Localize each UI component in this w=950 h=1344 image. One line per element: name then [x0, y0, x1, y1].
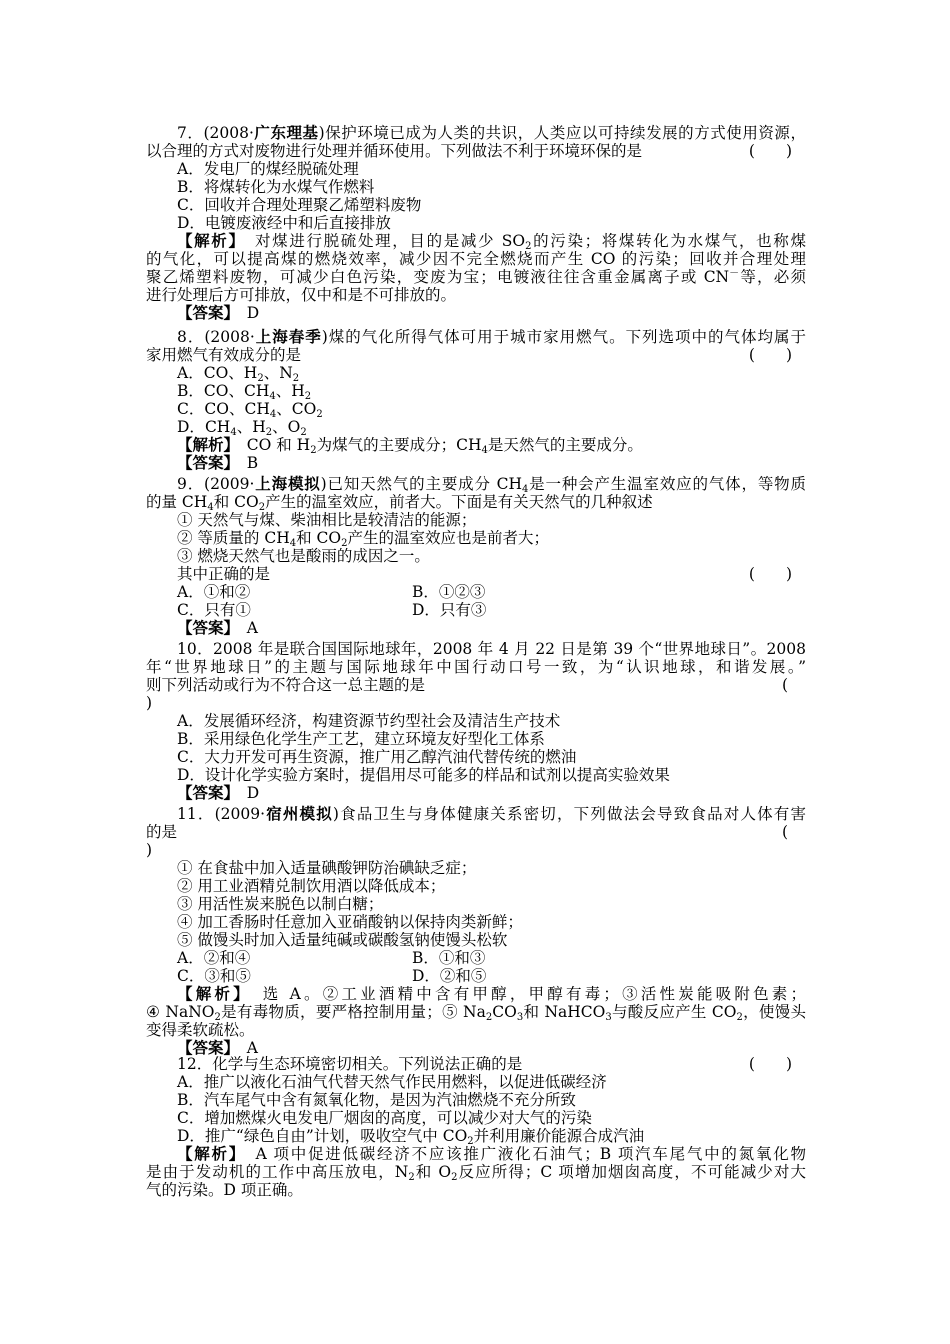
answer: 【答案】 A — [177, 1038, 258, 1057]
option-b: B．采用绿色化学生产工艺，建立环境友好型化工体系 — [177, 730, 545, 748]
statement-3: ③ 用活性炭来脱色以制白糖； — [177, 895, 384, 913]
question-stem-line: 则下列活动或行为不符合这一总主题的是 ( — [146, 676, 788, 694]
option-a: A．推广以液化石油气代替天然气作民用燃料，以促进低碳经济 — [177, 1073, 607, 1091]
answer-blank: ( ) — [748, 1055, 792, 1073]
explanation: 【解析】 对煤进行脱硫处理，目的是减少 $SO_2$的污染；将煤转化为水煤气，也称煤 — [177, 231, 806, 252]
question-stem-line: 以合理的方式对废物进行处理并循环使用。下列做法不利于环境环保的是 ( ) — [146, 142, 792, 160]
options-row — [146, 949, 806, 967]
answer-blank: ( ) — [748, 565, 792, 583]
answer-label: 【答案】 — [177, 1038, 232, 1057]
answer: 【答案】 D — [177, 303, 260, 322]
statement-4: ④ 加工香肠时任意加入亚硝酸钠以保持肉类新鲜； — [177, 913, 523, 931]
answer-label: 【答案】 — [177, 303, 232, 322]
answer-blank: ( ) — [748, 346, 792, 364]
explanation-line: ④ NaNO$_2$是有毒物质，要严格控制用量；⑤ $Na_2CO_3$和 NaHCO$_3$与酸反应产生 $CO_2$，使馒头 — [146, 1003, 806, 1023]
option-d: D．设计化学实验方案时，提倡用尽可能多的样品和试剂以提高实验效果 — [177, 766, 670, 784]
question-10 — [146, 640, 806, 802]
option-c: C．回收并合理处理聚乙烯塑料废物 — [177, 196, 422, 214]
option-d: D．只有③ — [412, 601, 487, 619]
answer: 【答案】 A — [177, 618, 258, 637]
explanation-label: 【解析】 — [177, 1144, 239, 1163]
option-a: A．发展循环经济，构建资源节约型社会及清洁生产技术 — [177, 712, 561, 730]
question-stem: 7．(2008·广东理基)保护环境已成为人类的共识，人类应以可持续发展的方式使用资源， — [177, 123, 806, 142]
explanation-line: 变得柔软疏松。 — [146, 1021, 255, 1039]
statement-1: ① 天然气与煤、柴油相比是较清洁的能源； — [177, 511, 477, 529]
explanation-line: 的气化，可以提高煤的燃烧效率，减少因不完全燃烧而产生 CO 的污染；回收并合理处理 — [146, 250, 806, 268]
question-stem: 8．(2008·上海春季)煤的气化所得气体可用于城市家用燃气。下列选项中的气体均属于 — [177, 327, 806, 346]
option-b: B．CO、$CH_4$、$H_2$ — [177, 382, 312, 402]
option-d: D．推广“绿色自由”计划，吸收空气中 $CO_2$并利用廉价能源合成汽油 — [177, 1127, 645, 1147]
question-9 — [146, 475, 806, 637]
option-a: A．发电厂的煤经脱硫处理 — [177, 160, 359, 178]
option-c: C．大力开发可再生资源，推广用乙醇汽油代替传统的燃油 — [177, 748, 577, 766]
answer-blank-close: ) — [146, 841, 153, 859]
statement-5: ⑤ 做馒头时加入适量纯碱或碳酸氢钠使馒头松软 — [177, 931, 508, 949]
answer: 【答案】 B — [177, 453, 259, 472]
question-stem: 10．2008 年是联合国国际地球年，2008 年 4 月 22 日是第 39 个“世界地球日”。2008 — [177, 640, 806, 658]
question-stem-line: 的量 $CH_4$和 $CO_2$产生的温室效应，前者大。下面是有关天然气的几种叙述 — [146, 493, 653, 513]
explanation-line: 进行处理后方可排放，仅中和是不可排放的。 — [146, 286, 457, 304]
option-b: B．汽车尾气中含有氮氧化物，是因为汽油燃烧不充分所致 — [177, 1091, 576, 1109]
explanation-line: 聚乙烯塑料废物，可减少白色污染，变废为宝；电镀液往往含重金属离子或 CN－等，必须 — [146, 268, 806, 286]
question-prompt: 其中正确的是 ( ) — [177, 565, 792, 583]
option-c: C．只有① — [177, 601, 251, 619]
statement-3: ③ 燃烧天然气也是酸雨的成因之一。 — [177, 547, 430, 565]
explanation-label: 【解析】 — [177, 231, 238, 250]
options-row — [146, 601, 806, 619]
answer-label: 【答案】 — [177, 453, 232, 472]
question-7 — [146, 124, 806, 322]
answer: 【答案】 D — [177, 783, 260, 802]
explanation-label: 【解析】 — [177, 435, 232, 454]
statement-2: ② 等质量的 $CH_4$和 $CO_2$产生的温室效应也是前者大； — [177, 529, 549, 549]
option-a: A．①和② — [177, 583, 251, 601]
option-b: B．将煤转化为水煤气作燃料 — [177, 178, 375, 196]
answer-blank: ( ) — [748, 142, 792, 160]
options-row — [146, 967, 806, 985]
explanation: 【解析】 A 项中促进低碳经济不应该推广液化石油气；B 项汽车尾气中的氮氧化物 — [177, 1144, 806, 1163]
option-a: A．②和④ — [177, 949, 251, 967]
question-stem: 12．化学与生态环境密切相关。下列说法正确的是 ( ) — [177, 1055, 792, 1073]
question-source: 上海春季 — [254, 327, 322, 346]
explanation: 【解析】 选 A。②工业酒精中含有甲醇，甲醇有毒；③活性炭能吸附色素； — [177, 984, 806, 1003]
question-stem-line: 的是 ( — [146, 823, 788, 841]
question-11 — [146, 805, 806, 1057]
question-source: 广东理基 — [253, 123, 319, 142]
answer-label: 【答案】 — [177, 783, 232, 802]
question-8 — [146, 328, 806, 472]
options-row — [146, 583, 806, 601]
option-d: D．$CH_4$、$H_2$、$O_2$ — [177, 418, 307, 438]
statement-1: ① 在食盐中加入适量碘酸钾防治碘缺乏症； — [177, 859, 477, 877]
option-d: D．②和⑤ — [412, 967, 487, 985]
question-source: 宿州模拟 — [265, 804, 333, 823]
answer-blank-close: ) — [146, 694, 153, 712]
option-b: B．①②③ — [412, 583, 486, 601]
question-source: 上海模拟 — [254, 474, 321, 493]
answer-blank-open: ( — [781, 823, 788, 841]
explanation-line: 是由于发动机的工作中高压放电，$N_2$和 $O_2$反应所得；C 项增加烟囱高度，不可能减少对大 — [146, 1163, 806, 1183]
answer-label: 【答案】 — [177, 618, 232, 637]
explanation-line: 气的污染。D 项正确。 — [146, 1181, 303, 1199]
explanation-label: 【解析】 — [177, 984, 245, 1003]
question-stem-line: 年“世界地球日”的主题与国际地球年中国行动口号一致，为“认识地球，和谐发展。” — [146, 658, 806, 676]
explanation: 【解析】 CO 和 $H_2$为煤气的主要成分；$CH_4$是天然气的主要成分。 — [177, 435, 643, 456]
option-c: C．③和⑤ — [177, 967, 251, 985]
statement-2: ② 用工业酒精兑制饮用酒以降低成本； — [177, 877, 446, 895]
option-c: C．增加燃煤火电发电厂烟囱的高度，可以减少对大气的污染 — [177, 1109, 592, 1127]
question-stem: 9．(2009·上海模拟)已知天然气的主要成分 $CH_4$是一种会产生温室效应的气体，等物质 — [177, 474, 806, 495]
option-a: A．CO、$H_2$、$N_2$ — [177, 364, 300, 384]
option-b: B．①和③ — [412, 949, 486, 967]
question-12 — [146, 1055, 806, 1199]
option-c: C．CO、$CH_4$、$CO_2$ — [177, 400, 323, 420]
option-d: D．电镀废液经中和后直接排放 — [177, 214, 391, 232]
question-stem: 11．(2009·宿州模拟)食品卫生与身体健康关系密切，下列做法会导致食品对人体有害 — [177, 804, 806, 823]
answer-blank-open: ( — [781, 676, 788, 694]
question-stem-line: 家用燃气有效成分的是 ( ) — [146, 346, 792, 364]
